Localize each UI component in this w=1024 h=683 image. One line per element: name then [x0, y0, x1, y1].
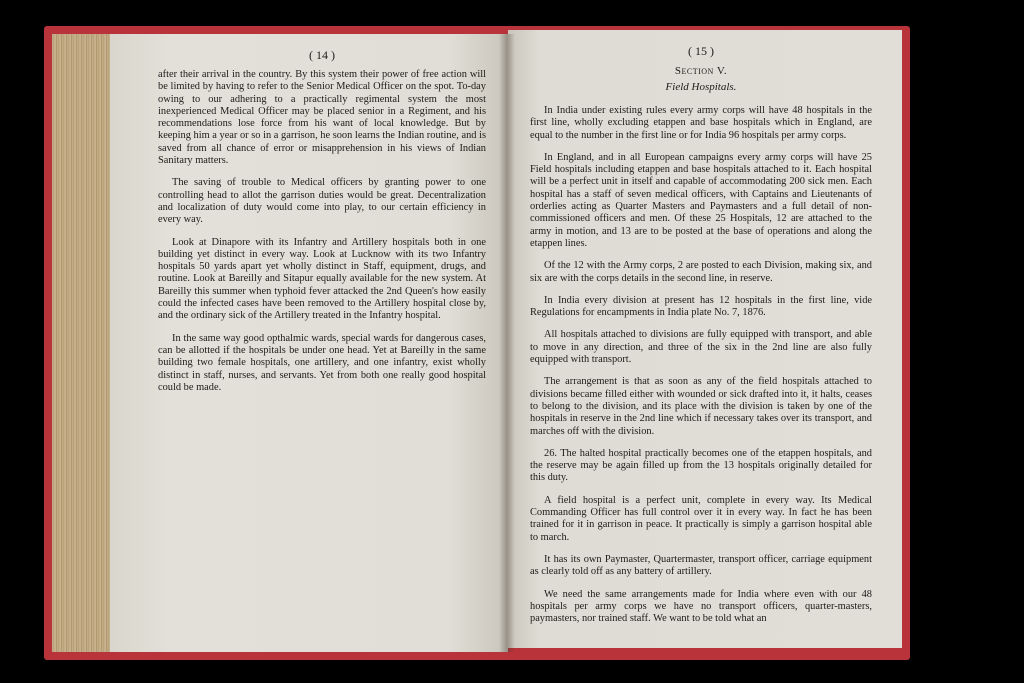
- page-number: ( 15 ): [688, 44, 714, 58]
- paragraph: In the same way good opthalmic wards, special wards for dangerous cases, can be allotted if the hospitals be under one head. Yet at Bareilly in the same building two female hospitals, one artillery, and one infantry, exist wholly distinct in staff, nurses, and servants. Yet from both one really good hospital could be made.: [158, 332, 486, 393]
- paragraph: We need the same arrangements made for India where even with our 48 hospitals per army corps we have no transport officers, quarter-masters, paymasters, nor trained staff. We want to be told what an: [530, 588, 872, 625]
- section-heading: Section V.: [674, 65, 728, 77]
- page-edges: [52, 34, 114, 652]
- page-number: ( 14 ): [309, 48, 335, 62]
- paragraph: In India every division at present has 12 hospitals in the first line, vide Regulations for encampments in India plate No. 7, 1876.: [530, 294, 872, 319]
- book-gutter: [499, 34, 515, 652]
- paragraph: 26. The halted hospital practically becomes one of the etappen hospitals, and the reserve may be again filled up from the 13 hospitals originally detailed for this duty.: [530, 447, 872, 484]
- paragraph: The arrangement is that as soon as any of the field hospitals attached to divisions became filled either with wounded or sick drafted into it, it halts, ceases to belong to the division, and its place with the division is taken by one of the hospitals in reserve in the 2nd line which if necessary takes over its transport, and marches off with the division.: [530, 376, 872, 437]
- paragraph: Look at Dinapore with its Infantry and Artillery hospitals both in one building yet distinct in every way. Look at Lucknow with its two Infantry hospitals 50 yards apart yet wholly distinct in Staff, equipment, drugs, and routine. Look at Bareilly and Sitapur equally available for the new system. At Bareilly this summer when typhoid fever attacked the 2nd Queen's how easily could the infected cases have been removed to the Artillery hospital close by, and the ordinary sick of the Artillery treated in the Infantry hospital.: [158, 236, 486, 322]
- left-page: [110, 34, 508, 652]
- paragraph: In England, and in all European campaigns every army corps will have 25 Field hospitals including etappen and base hospitals attached to it. Each hospital will be a perfect unit in itself and capable of accommodating 200 sick men. Each hospital has a staff of seven medical officers, with Captains and Lieutenants of orderlies acting as Quarter Masters and Paymasters and a full detail of non-commissioned officers and men. Of these 25 Hospitals, 12 are attached to the army in motion, and 13 are to be posted at the base of operations and along the etappen lines.: [530, 151, 872, 249]
- paragraph: after their arrival in the country. By this system their power of free action will be limited by having to refer to the Senior Medical Officer on the spot. To-day owing to our adhering to a practically regimental system the most inexperienced Medical Officer may be placed senior in a Regiment, and his recommendations lose force from his want of local knowledge. But by keeping him a year or so in a garrison, he soon learns the Indian routine, and is saved from all chance of error or misapprehension in his views of Indian Sanitary matters.: [158, 69, 486, 167]
- paragraph: A field hospital is a perfect unit, complete in every way. Its Medical Commanding Officer has full control over it in every way. In fact he has been trained for it in garrison in peace. It practically is simply a garrison hospital able to march.: [530, 494, 872, 543]
- paragraph: All hospitals attached to divisions are fully equipped with transport, and able to move in any direction, and three of the six in the 2nd line are also fully equipped with transport.: [530, 329, 872, 366]
- right-page: [508, 30, 902, 648]
- paragraph: Of the 12 with the Army corps, 2 are posted to each Division, making six, and six are with the corps details in the second line, in reserve.: [530, 260, 872, 284]
- paragraph: The saving of trouble to Medical officers by granting power to one controlling head to allot the garrison duties would be great. Decentralization and localization of duty would come into play, to our certain efficiency in every way.: [158, 177, 486, 226]
- paragraph: In India under existing rules every army corps will have 48 hospitals in the first line, wholly excluding etappen and base hospitals which in England, are equal to the number in the first line or for India 96 hospitals per army corps.: [530, 105, 872, 141]
- open-book: [44, 26, 910, 660]
- paragraph: It has its own Paymaster, Quartermaster, transport officer, carriage equipment as clearly told off as any battery of artillery.: [530, 553, 872, 578]
- section-subtitle: Field Hospitals.: [665, 81, 737, 93]
